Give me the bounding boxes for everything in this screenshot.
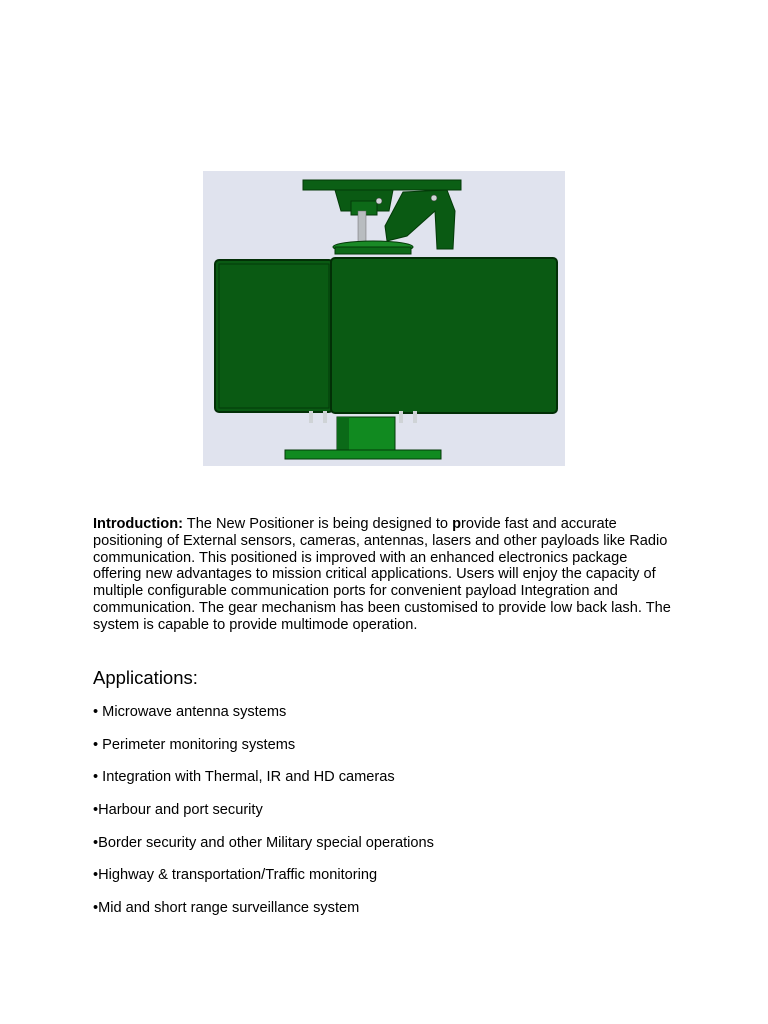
- introduction-paragraph: [93, 516, 673, 634]
- turntable-ring: [335, 247, 411, 254]
- housing-left: [215, 260, 333, 412]
- list-item: • Microwave antenna systems: [93, 704, 287, 720]
- base-plate: [285, 450, 441, 459]
- introduction-text-rest: rovide fast and accurate positioning of External sensors, cameras, antennas, lasers and other payloads like Radio communication. This positioned is improved with an enhanced electronics package offering new advantages to mission critical applications. Users will enjoy the capacity of multiple configurable communication ports for convenient payload Integration and communication. The gear mechanism has been customised to provide low back lash. The system is capable to provide multimode operation.: [93, 516, 671, 633]
- foot-2: [323, 411, 327, 423]
- foot-3: [399, 411, 403, 423]
- list-item: • Integration with Thermal, IR and HD cameras: [93, 769, 395, 786]
- foot-4: [413, 411, 417, 423]
- introduction-label: Introduction:: [93, 516, 183, 532]
- list-item: •Mid and short range surveillance system: [93, 900, 360, 917]
- shaft: [358, 211, 366, 245]
- introduction-highlight: p: [452, 516, 461, 532]
- positioner-figure: [203, 171, 565, 466]
- list-item: • Perimeter monitoring systems: [93, 736, 296, 753]
- list-item: •Border security and other Military special operations: [93, 834, 434, 851]
- applications-heading: Applications:: [93, 667, 198, 688]
- base-cylinder-shade: [337, 417, 349, 451]
- foot-1: [309, 411, 313, 423]
- list-item: •Highway & transportation/Traffic monitoring: [93, 867, 378, 884]
- top-plate: [303, 180, 461, 190]
- bracket-right: [385, 190, 455, 249]
- applications-list: [93, 704, 434, 933]
- housing-right: [331, 258, 557, 413]
- introduction-text-start: The New Positioner is being designed to: [182, 516, 453, 532]
- positioner-illustration: [203, 171, 565, 466]
- bolt-2: [431, 195, 437, 201]
- list-item: •Harbour and port security: [93, 802, 263, 819]
- bolt-1: [376, 198, 382, 204]
